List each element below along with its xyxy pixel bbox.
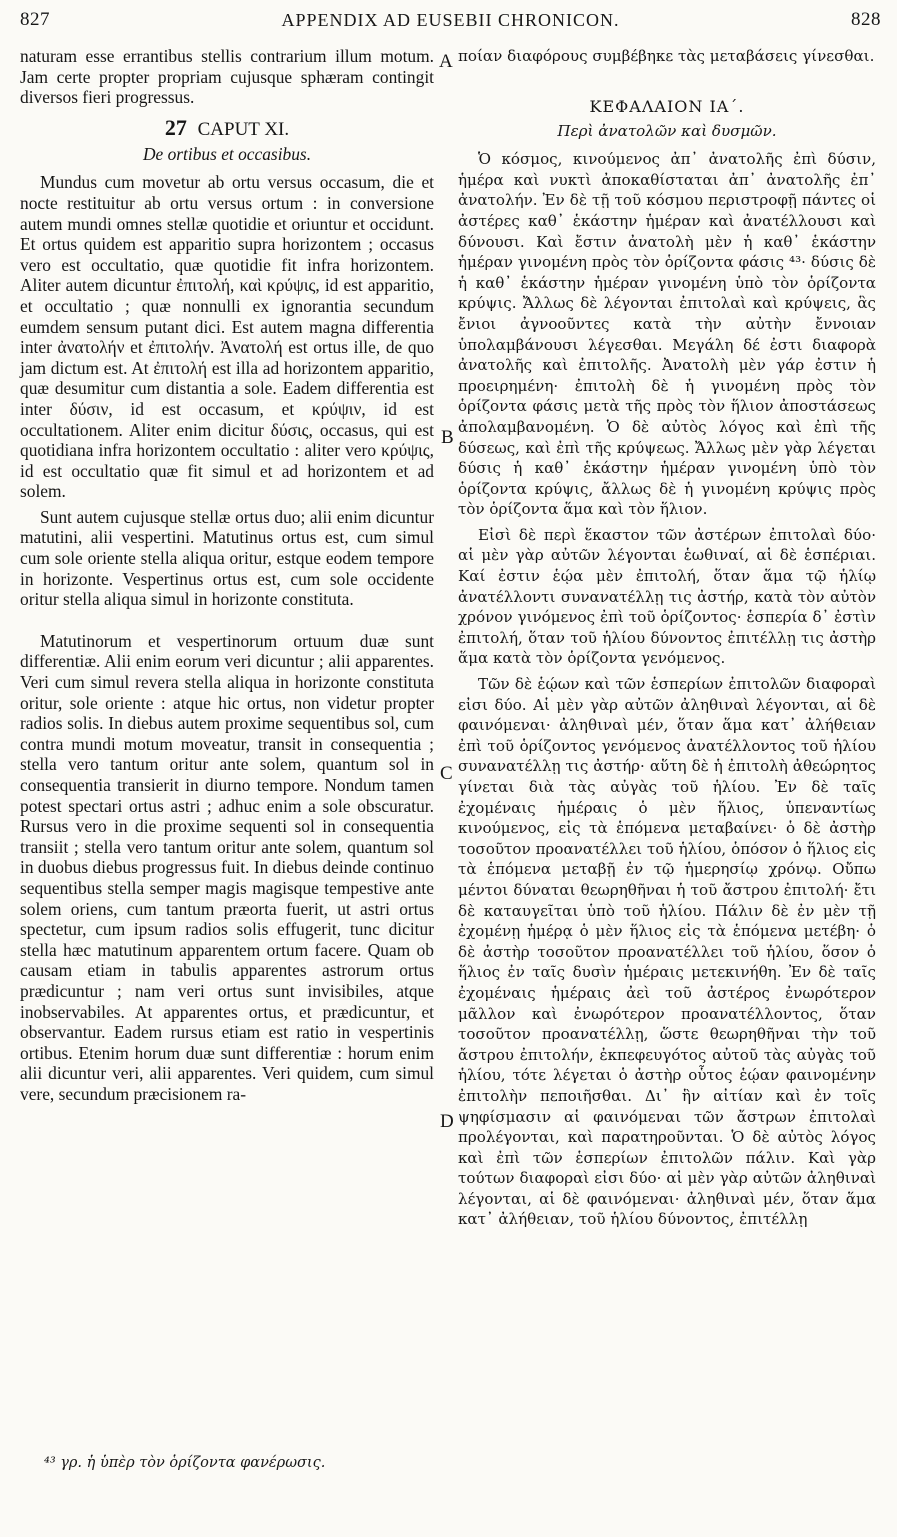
latin-paragraph-1: Mundus cum movetur ab ortu versus occasum, die et nocte restituitur ab ortu versus ortum : in conversione autem mundi omnes stellæ quotidie et oriuntur et occidunt. Et ortus quidem est apparitio supra horizontem ; occasus vero est occultatio, quæ quotidie fit infra horizontem. Aliter autem dicuntur ἐπιτολή, καὶ κρύψις, id est apparitio, et occultatio ; quæ nonnulli ex ignorantia secundum eumdem sensum putant dici. Est autem magna differentia inter ἀνατολήν et ἐπιτολήν. Ἀνατολή est ortus ille, de quo jam dictum est. At ἐπιτολή est illa ad horizontem apparitio, quæ desumitur cum distantia a sole. Eadem differentia est inter δύσιν, id est occasum, et κρύψιν, id est occultationem. Aliter enim dicitur δύσις, occasus, qui est quotidiana infra horizontem occultatio : aliter vero κρύψις, id est occultatio quæ fit simul et ad horizontem et ad solem. — [20, 172, 434, 502]
latin-paragraph-3: Matutinorum et vespertinorum ortuum duæ sunt differentiæ. Alii enim eorum veri dicuntur ; alii apparentes. Veri cum simul revera stella aliqua in horizonte constituta oritur, sole oriente : atque hic ortus, non videtur propter radios solis. In diebus autem proxime sequentibus sol, cum contra mundi motum moveatur, transit in consequentia ; stella vero tantum oritur ante solem, quantum sol in consequentia transierit in diurno tempore. Nondum tamen potest spectari ortus astri ; adhuc enim a sole obscuratur. Rursus vero in die proxime sequenti sol in consequentia transiit ; stella vero tantum oritur ante solem, quantum sol in duobus diebus progressus fuit. In diebus deinde continuo sequentibus stella semper magis magisque tempestive ante solem oriens, cum tantum præorta fuerit, ut astri ortus spectetur, cum ipsum radios solis effugerit, tunc dicitur stella hæc matutinum apparentem ortum facere. Quam ob causam etiam in tabulis apparentes astrorum ortus prædicuntur ; nam veri ortus sunt invisibiles, atque inobservabiles. At apparentes ortus, et prædicuntur, et observantur. Eadem rursus etiam est ratio in vespertinis ortibus. Etenim horum duæ sunt differentiæ : horum enim alii dicuntur veri, alii apparentes. Veri quidem, cum simul vere, secundum præcisionem ra- — [20, 630, 434, 1104]
latin-subtitle: De ortibus et occasibus. — [142, 143, 312, 164]
greek-paragraph-1: Ὁ κόσμος, κινούμενος ἀπ᾽ ἀνατολῆς ἐπὶ δύσιν, ἡμέρα καὶ νυκτὶ ἀποκαθίσταται ἀπ᾽ ἀνατολῆς ἐπ᾽ ἀνατολήν. Ἐν δὲ τῇ τοῦ κόσμου περιστροφῇ πάντες οἱ ἀστέρες καθ᾽ ἑκάστην ἡμέραν καὶ ἀνατέλλουσι καὶ δύνουσι. Καὶ ἔστιν ἀνατολὴ μὲν ἡ καθ᾽ ἑκάστην ἡμέραν γινομένη πρὸς τὸν ὁρίζοντα φάσις ⁴³· δύσις δὲ ἡ καθ᾽ ἑκάστην ἡμέραν γινομένη ὑπὸ τὸν ὁρίζοντα κρύψις. Ἄλλως δὲ λέγονται ἐπιτολαὶ καὶ κρύψεις, ἃς ἔνιοι ἀγνοοῦντες κατὰ τὴν αὐτὴν ἔννοιαν ὑπολαμβάνουσι λέγεσθαι. Μεγάλη δέ ἐστι διαφορὰ ἀνατολῆς καὶ ἐπιτολῆς. Ἀνατολὴ μὲν γάρ ἐστιν ἡ προειρημένη· ἐπιτολὴ δὲ ἡ γινομένη πρὸς τὸν ὁρίζοντα φάσις μετὰ τῆς πρὸς τὸν ἥλιον ἀποστάσεως ἀπολαμβανομένη. Ὁ δὲ αὐτὸς λόγος καὶ ἐπὶ τῆς δύσεως, καὶ ἐπὶ τῆς κρύψεως. Ἄλλως μὲν γὰρ λέγεται δύσις ἡ καθ᾽ ἑκάστην ἡμέραν γινομένη ὑπὸ τὸν ὁρίζοντα κρύψις, ἄλλως δὲ ἡ γινομένη κρύψις πρὸς τὸν ὁρίζοντα ἅμα καὶ τὸν ἥλιον. — [458, 150, 876, 519]
footnote: ⁴³ γρ. ἡ ὑπὲρ τὸν ὁρίζοντα φανέρωσις. — [44, 1455, 326, 1471]
greek-chapter-heading: ΚΕΦΑΛΑΙΟΝ ΙΑ΄. — [589, 96, 745, 116]
greek-subtitle: Περὶ ἀνατολῶν καὶ δυσμῶν. — [557, 121, 777, 140]
margin-letter-c: C — [440, 763, 453, 784]
greek-paragraph-0: ποίαν διαφόρους συμβέβηκε τὰς μεταβάσεις γίνεσθαι. — [458, 47, 875, 65]
latin-chapter-title: CAPUT XI. — [197, 118, 290, 140]
latin-paragraph-2: Sunt autem cujusque stellæ ortus duo; alii enim dicuntur matutini, alii vespertini. Matutinus ortus est, cum simul cum sole oriente stella aliqua oritur, estque eodem tempore in horizonte. Vespertinus ortus est, cum sole occidente oritur stella aliqua simul in horizonte constituta. — [20, 506, 434, 610]
greek-paragraph-2: Εἰσὶ δὲ περὶ ἕκαστον τῶν ἀστέρων ἐπιτολαὶ δύο· αἱ μὲν γὰρ αὐτῶν λέγονται ἑωθιναί, αἱ δὲ ἑσπέριαι. Καί ἐστιν ἑῴα μὲν ἐπιτολή, ὅταν ἅμα τῷ ἡλίῳ ἀνατέλλοντι συνανατέλλῃ τις ἀστήρ, κατὰ τὸν αὐτὸν χρόνον γινόμενος ἐπὶ τοῦ ὁρίζοντος· ἑσπερία δ᾽ ἐστὶν ἐπιτολή, ὅταν τοῦ ἡλίου δύνοντος ἐπιτέλλῃ τις ἀστὴρ ἅμα κατὰ τὸν ὁρίζοντα γενόμενος. — [458, 525, 876, 668]
running-header — [20, 8, 881, 38]
page-number-left: 827 — [20, 9, 50, 30]
latin-chapter-heading — [20, 114, 434, 141]
margin-letter-b: B — [441, 427, 454, 448]
latin-paragraph-0: naturam esse errantibus stellis contrarium illum motum. Jam certe propter propriam cujusque sphæram contingit diversos fieri progressus. — [20, 46, 434, 108]
greek-paragraph-3: Τῶν δὲ ἑῴων καὶ τῶν ἑσπερίων ἐπιτολῶν διαφοραὶ εἰσι δύο. Αἱ μὲν γὰρ αὐτῶν ἀληθιναὶ λέγονται, αἱ δὲ φαινόμεναι· ἀληθιναὶ μέν, ὅταν ἅμα κατ᾽ ἀλήθειαν ἐπὶ τοῦ ὁρίζοντος γενόμενος ἀνατέλλοντος τοῦ ἡλίου συνανατέλλῃ τις ἀστήρ· αὕτη δὲ ἡ ἐπιτολὴ ἀθεώρητος γίνεται διὰ τὰς αὐγὰς τοῦ ἡλίου. Ἐν δὲ ταῖς ἐχομέναις ἡμέραις ὁ μὲν ἥλιος, ὑπεναντίως κινούμενος, εἰς τὰ ἑπόμενα μεταβαίνει· ὁ δὲ ἀστὴρ τοσοῦτον προανατέλλει τοῦ ἡλίου, ὁπόσον ὁ ἥλιος εἰς τὰ ἑπόμενα μεταβῇ ἐν τῷ ἡμερησίῳ χρόνῳ. Οὔπω μέντοι δύναται θεωρηθῆναι ἡ τοῦ ἄστρου ἐπιτολή· ἔτι δὲ καταυγεῖται ὑπὸ τοῦ ἡλίου. Πάλιν δὲ ἐν μὲν τῇ ἐχομένῃ ἡμέρᾳ ὁ μὲν ἥλιος εἰς τὰ ἑπόμενα μετέβη· ὁ δὲ ἀστὴρ τοσοῦτον προανατέλλει τοῦ ἡλίου, ὅσον ὁ ἥλιος ἐν ταῖς δυσὶν ἡμέραις μετεκινήθη. Ἐν δὲ ταῖς ἐχομέναις ἡμέραις ἀεὶ τοῦ ἀστέρος ἐνωρότερον μᾶλλον καὶ ἐνωρότερον προανατέλλοντος, ὅταν τοσοῦτον προανατέλλῃ, ὥστε θεωρηθῆναι τὴν τοῦ ἄστρου ἐπιτολήν, ἐκπεφευγότος αὐτοῦ τὰς αὐγὰς τοῦ ἡλίου, τότε λέγεται ὁ ἀστὴρ οὗτος ἑῴαν φαινομένην ἐπιτολὴν πεποιῆσθαι. Δι᾽ ἣν αἰτίαν καὶ ἐν τοῖς ψηφίσμασιν αἱ φαινόμεναι τῶν ἄστρων ἐπιτολαὶ προλέγονται, καὶ παρατηροῦνται. Ὁ δὲ αὐτὸς λόγος καὶ ἐπὶ τῶν ἑσπερίων ἐπιτολῶν πάλιν. Καὶ γὰρ τούτων διαφοραὶ εἰσι δύο· αἱ μὲν γὰρ αὐτῶν ἀληθιναὶ λέγονται, αἱ δὲ φαινόμεναι· ἀληθιναὶ μέν, ὅταν ἅμα κατ᾽ ἀλήθειαν, τοῦ ἡλίου δύνοντος, ἐπιτέλλῃ — [458, 675, 876, 1229]
greek-column — [458, 46, 876, 1235]
margin-letter-d: D — [440, 1111, 454, 1132]
latin-column — [20, 46, 434, 1110]
chapter-number: 27 — [164, 114, 187, 140]
margin-letter-a: A — [439, 51, 453, 72]
page-number-right: 828 — [851, 9, 881, 30]
running-title: APPENDIX AD EUSEBII CHRONICON. — [281, 10, 620, 30]
